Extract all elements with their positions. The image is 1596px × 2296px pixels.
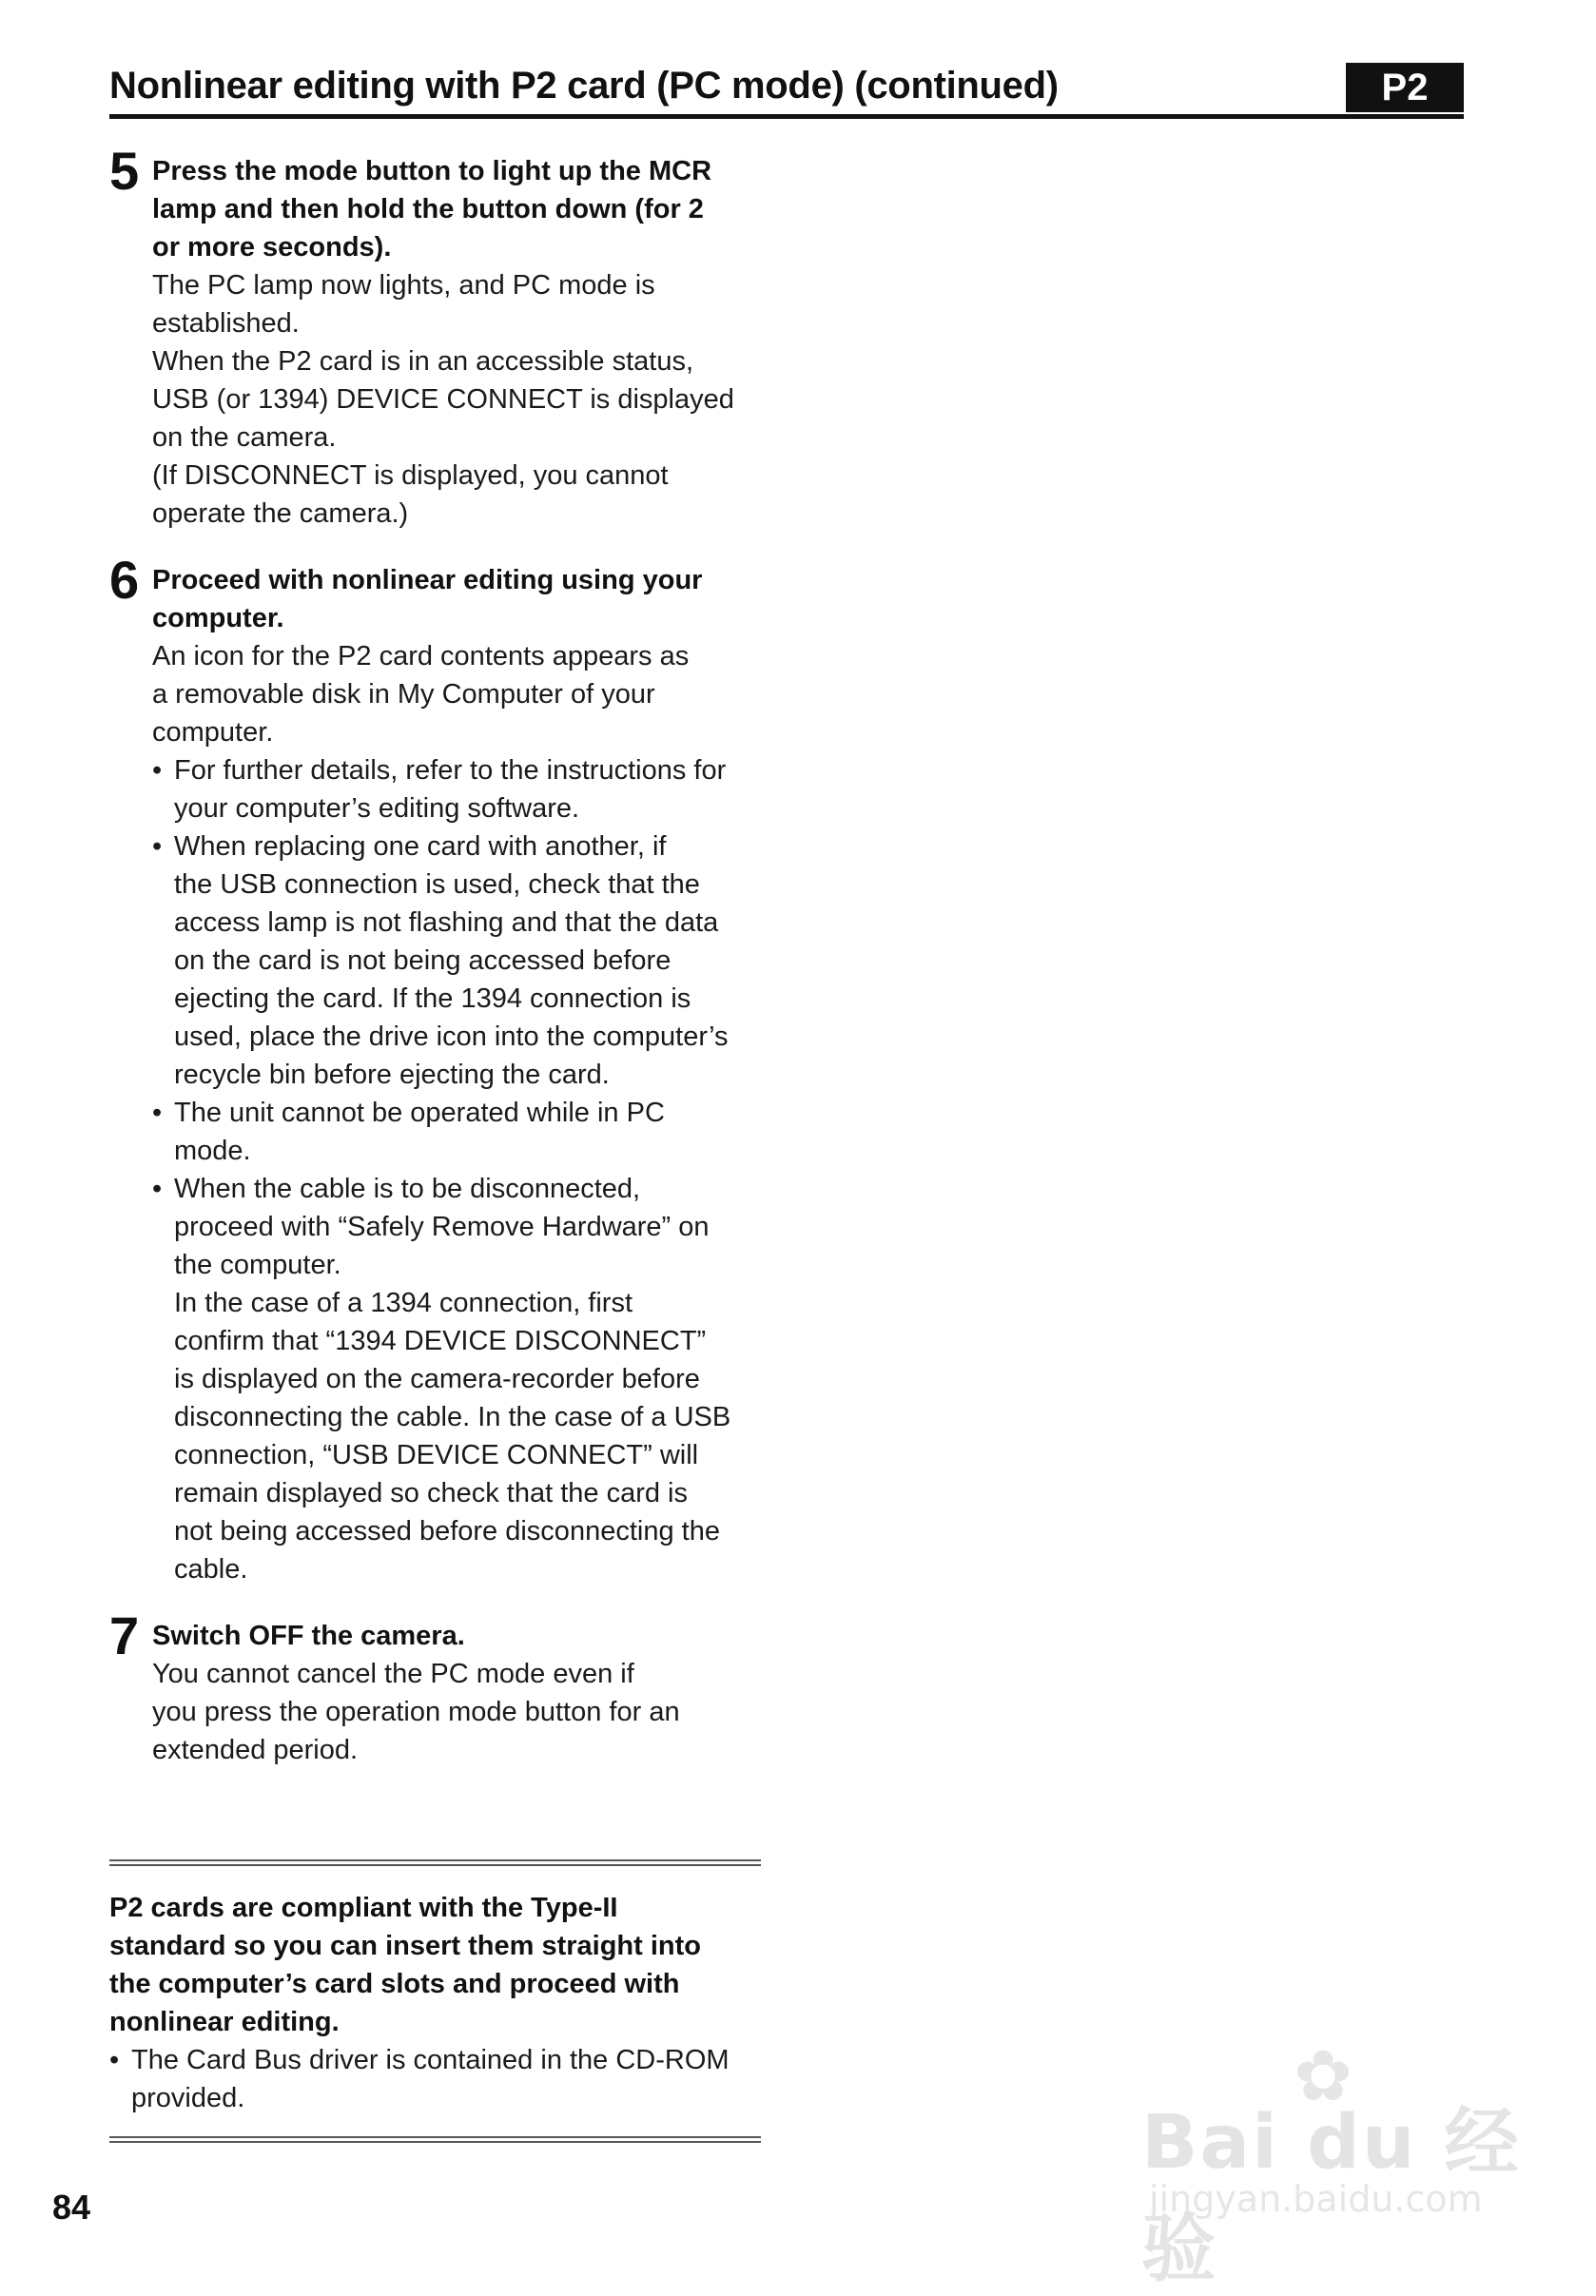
body-line: on the camera. bbox=[152, 422, 337, 453]
step-title-line: Press the mode button to light up the MCR bbox=[152, 156, 712, 186]
body-line: The PC lamp now lights, and PC mode is bbox=[152, 270, 655, 301]
bullet-line: connection, “USB DEVICE CONNECT” will bbox=[174, 1440, 699, 1470]
step-title-line: Switch OFF the camera. bbox=[152, 1621, 465, 1651]
bullet-line: When replacing one card with another, if bbox=[174, 831, 667, 862]
bullet-line: recycle bin before ejecting the card. bbox=[174, 1060, 610, 1090]
body-line: An icon for the P2 card contents appears as bbox=[152, 641, 690, 671]
bullet-dot: • bbox=[152, 831, 163, 862]
note-title-line: standard so you can insert them straight into bbox=[109, 1931, 701, 1961]
note-box bbox=[109, 1859, 761, 2143]
step-7 bbox=[109, 1605, 766, 1769]
note-body bbox=[109, 1866, 761, 2136]
bullet-line: mode. bbox=[174, 1136, 251, 1166]
step-title bbox=[152, 152, 766, 266]
bullet-line: disconnecting the cable. In the case of a USB bbox=[174, 1402, 731, 1432]
bullet-dot: • bbox=[109, 2045, 120, 2075]
body-line: computer. bbox=[152, 717, 274, 748]
bullet-line: not being accessed before disconnecting the bbox=[174, 1516, 720, 1547]
bullet-dot: • bbox=[152, 755, 163, 786]
header-rule bbox=[109, 114, 1464, 119]
bullet-line: cable. bbox=[174, 1554, 248, 1585]
step-5 bbox=[109, 141, 766, 533]
bullet-line: the USB connection is used, check that the bbox=[174, 869, 700, 900]
body-line: a removable disk in My Computer of your bbox=[152, 679, 655, 710]
step-number: 7 bbox=[109, 1605, 140, 1665]
bullet-item bbox=[152, 1094, 766, 1170]
step-title bbox=[152, 1617, 766, 1655]
bullet-item bbox=[152, 751, 766, 827]
bullet-dot: • bbox=[152, 1174, 163, 1204]
body-line: USB (or 1394) DEVICE CONNECT is displayed bbox=[152, 384, 734, 415]
body-line: You cannot cancel the PC mode even if bbox=[152, 1659, 634, 1689]
note-title-line: the computer’s card slots and proceed with bbox=[109, 1969, 680, 1999]
bullet-line: proceed with “Safely Remove Hardware” on bbox=[174, 1212, 710, 1242]
note-bottom-rule bbox=[109, 2136, 761, 2143]
step-title-line: or more seconds). bbox=[152, 232, 392, 263]
bullet-dot: • bbox=[152, 1098, 163, 1128]
step-number: 6 bbox=[109, 550, 140, 610]
note-title-line: P2 cards are compliant with the Type-II bbox=[109, 1893, 618, 1923]
bullet-line: The Card Bus driver is contained in the CD-ROM bbox=[131, 2045, 730, 2075]
bullet-line: The unit cannot be operated while in PC bbox=[174, 1098, 665, 1128]
bullet-item bbox=[152, 1170, 766, 1588]
step-title-line: lamp and then hold the button down (for 2 bbox=[152, 194, 704, 224]
bullet-line: In the case of a 1394 connection, first bbox=[174, 1288, 633, 1318]
step-title bbox=[152, 561, 766, 637]
note-title bbox=[109, 1889, 761, 2041]
page-header bbox=[109, 59, 1464, 116]
note-bullet bbox=[109, 2041, 761, 2117]
body-line: When the P2 card is in an accessible status, bbox=[152, 346, 694, 377]
bullet-line: is displayed on the camera-recorder before bbox=[174, 1364, 700, 1394]
bullet-line: confirm that “1394 DEVICE DISCONNECT” bbox=[174, 1326, 707, 1356]
body-line: established. bbox=[152, 308, 300, 339]
bullet-line: access lamp is not flashing and that the data bbox=[174, 907, 719, 938]
page-number: 84 bbox=[52, 2188, 91, 2227]
bullet-line: ejecting the card. If the 1394 connection is bbox=[174, 983, 691, 1014]
bullet-line: remain displayed so check that the card is bbox=[174, 1478, 688, 1508]
page-title: Nonlinear editing with P2 card (PC mode) (continued) bbox=[109, 65, 1059, 107]
bullet-line: For further details, refer to the instructions for bbox=[174, 755, 727, 786]
watermark-brand: Bai du 经验 bbox=[1141, 2100, 1521, 2292]
body-line: operate the camera.) bbox=[152, 498, 409, 529]
bullet-line: the computer. bbox=[174, 1250, 341, 1280]
step-body bbox=[152, 637, 766, 751]
section-badge: P2 bbox=[1346, 63, 1464, 112]
bullet-line: your computer’s editing software. bbox=[174, 793, 580, 824]
watermark bbox=[1141, 2035, 1522, 2292]
body-line: extended period. bbox=[152, 1735, 359, 1765]
paw-icon: ✿ bbox=[1294, 2035, 1353, 2117]
bullet-line: on the card is not being accessed before bbox=[174, 945, 671, 976]
step-title-line: computer. bbox=[152, 603, 284, 633]
note-top-rule bbox=[109, 1859, 761, 1866]
bullet-line: When the cable is to be disconnected, bbox=[174, 1174, 641, 1204]
body-line: you press the operation mode button for an bbox=[152, 1697, 680, 1727]
body-line: (If DISCONNECT is displayed, you cannot bbox=[152, 460, 669, 491]
step-title-line: Proceed with nonlinear editing using your bbox=[152, 565, 703, 595]
main-content bbox=[109, 141, 766, 1798]
step-number: 5 bbox=[109, 141, 140, 201]
bullet-line: used, place the drive icon into the computer’s bbox=[174, 1022, 729, 1052]
step-6 bbox=[109, 550, 766, 1588]
step-body bbox=[152, 1655, 766, 1769]
bullet-line: provided. bbox=[131, 2083, 245, 2113]
step-body bbox=[152, 266, 766, 533]
watermark-url: jingyan.baidu.com bbox=[1149, 2178, 1483, 2220]
note-title-line: nonlinear editing. bbox=[109, 2007, 340, 2037]
bullet-item bbox=[152, 827, 766, 1094]
